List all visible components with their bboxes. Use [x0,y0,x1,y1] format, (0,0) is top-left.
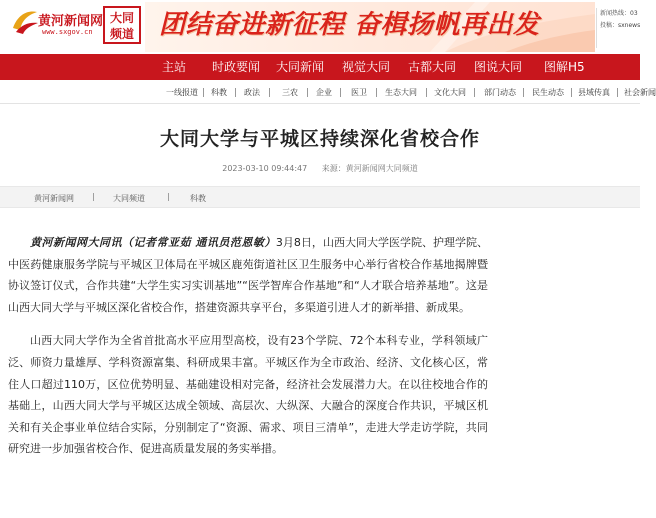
banner-slogan: 团结奋进新征程 奋楫扬帆再出发 [159,10,540,40]
nav-item-visual[interactable]: 视觉大同 [342,60,391,74]
article-paragraph [8,232,488,318]
channel-line2: 频道 [109,27,134,41]
subnav-item[interactable]: 企业 [316,88,332,97]
subnav-item[interactable]: 社会新闻 [624,88,656,97]
article-title: 大同大学与平城区持续深化省校合作 [159,128,480,150]
paragraph-text: 3月8日，山西大同大学医学院、护理学院、中医药健康服务学院与平城区卫体局在平城区鹿苑街道社区卫生服务中心举行省校合作基地揭牌暨协议签订仪式，合作共建“大学生实习实训基地”“医学智库合作基地”和“人才联合培养基地”。这是山西大同大学与平城区深化省校合作，搭建资源共享平台，多渠道引进人才的新举措、新成果。 [8,236,488,314]
hotline-text: 新闻热线：03 [600,10,638,17]
logo-url: www.sxgov.cn [42,28,93,36]
main-nav [0,54,640,80]
nav-item-datong-news[interactable]: 大同新闻 [276,60,325,74]
submission-text: 投稿：sxnews [600,22,641,29]
header-contact [596,8,640,48]
nav-item-h5[interactable]: 图解H5 [544,60,585,74]
subnav-divider [617,88,618,97]
nav-item-home[interactable]: 主站 [162,60,187,74]
subnav-divider [571,88,572,97]
subnav-divider [474,88,475,97]
subnav-divider [426,88,427,97]
subnav-item[interactable]: 三农 [282,88,298,97]
subnav-divider [269,88,270,97]
sub-nav [0,82,656,104]
subnav-divider [376,88,377,97]
breadcrumb-separator: | [167,192,170,201]
breadcrumb-home[interactable]: 黄河新闻网 [34,194,74,203]
subnav-item[interactable]: 政法 [244,88,260,97]
breadcrumb-section[interactable]: 科教 [190,194,206,203]
nav-item-photo[interactable]: 图说大同 [474,60,523,74]
subnav-item[interactable]: 一线报道 [166,88,198,97]
subnav-divider [203,88,204,97]
subnav-item[interactable]: 民生动态 [532,88,564,97]
subnav-item[interactable]: 生态大同 [385,88,417,97]
subnav-item[interactable]: 医卫 [351,88,367,97]
nav-item-politics[interactable]: 时政要闻 [212,60,261,74]
subnav-item[interactable]: 文化大同 [434,88,466,97]
article-byline: 黄河新闻网大同讯（记者常亚茹 通讯员范恩敏） [30,236,276,249]
site-logo[interactable] [10,4,102,44]
channel-line1: 大同 [109,11,134,25]
article-body [8,232,488,472]
subnav-divider [340,88,341,97]
breadcrumb-separator: | [92,192,95,201]
article-meta [0,163,640,174]
logo-name: 黄河新闻网 [38,14,104,29]
subnav-item[interactable]: 科教 [211,88,227,97]
nav-item-ancient-capital[interactable]: 古都大同 [408,60,457,74]
subnav-divider [235,88,236,97]
breadcrumb [0,186,640,208]
article-source: 来源：黄河新闻网大同频道 [321,164,418,173]
slogan-banner [145,2,595,52]
channel-badge[interactable] [103,6,141,44]
subnav-divider [523,88,524,97]
article-paragraph: 山西大同大学作为全省首批高水平应用型高校，设有23个学院、72个本科专业，学科领域广泛、师资力量雄厚、学科资源富集、科研成果丰富。平城区作为全市政治、经济、文化核心区，常住人口超过110万，区位优势明显、基础建设相对完备，经济社会发展潜力大。在以往校地合作的基础上，山西大同大学与平城区达成全领域、高层次、大纵深、大融合的深度合作共识，平城区机关和有关企事业单位结合实际，分别制定了“资源、需求、项目三清单”，走进大学走访学院，共同研究进一步加强省校合作、促进高质量发展的务实举措。 [8,334,488,456]
subnav-item[interactable]: 县域传真 [578,88,610,97]
yellow-river-logo-icon [10,6,40,36]
publish-date: 2023-03-10 09:44:47 [222,164,308,173]
subnav-divider [307,88,308,97]
subnav-item[interactable]: 部门动态 [484,88,516,97]
site-header [0,0,640,54]
breadcrumb-channel[interactable]: 大同频道 [113,194,145,203]
